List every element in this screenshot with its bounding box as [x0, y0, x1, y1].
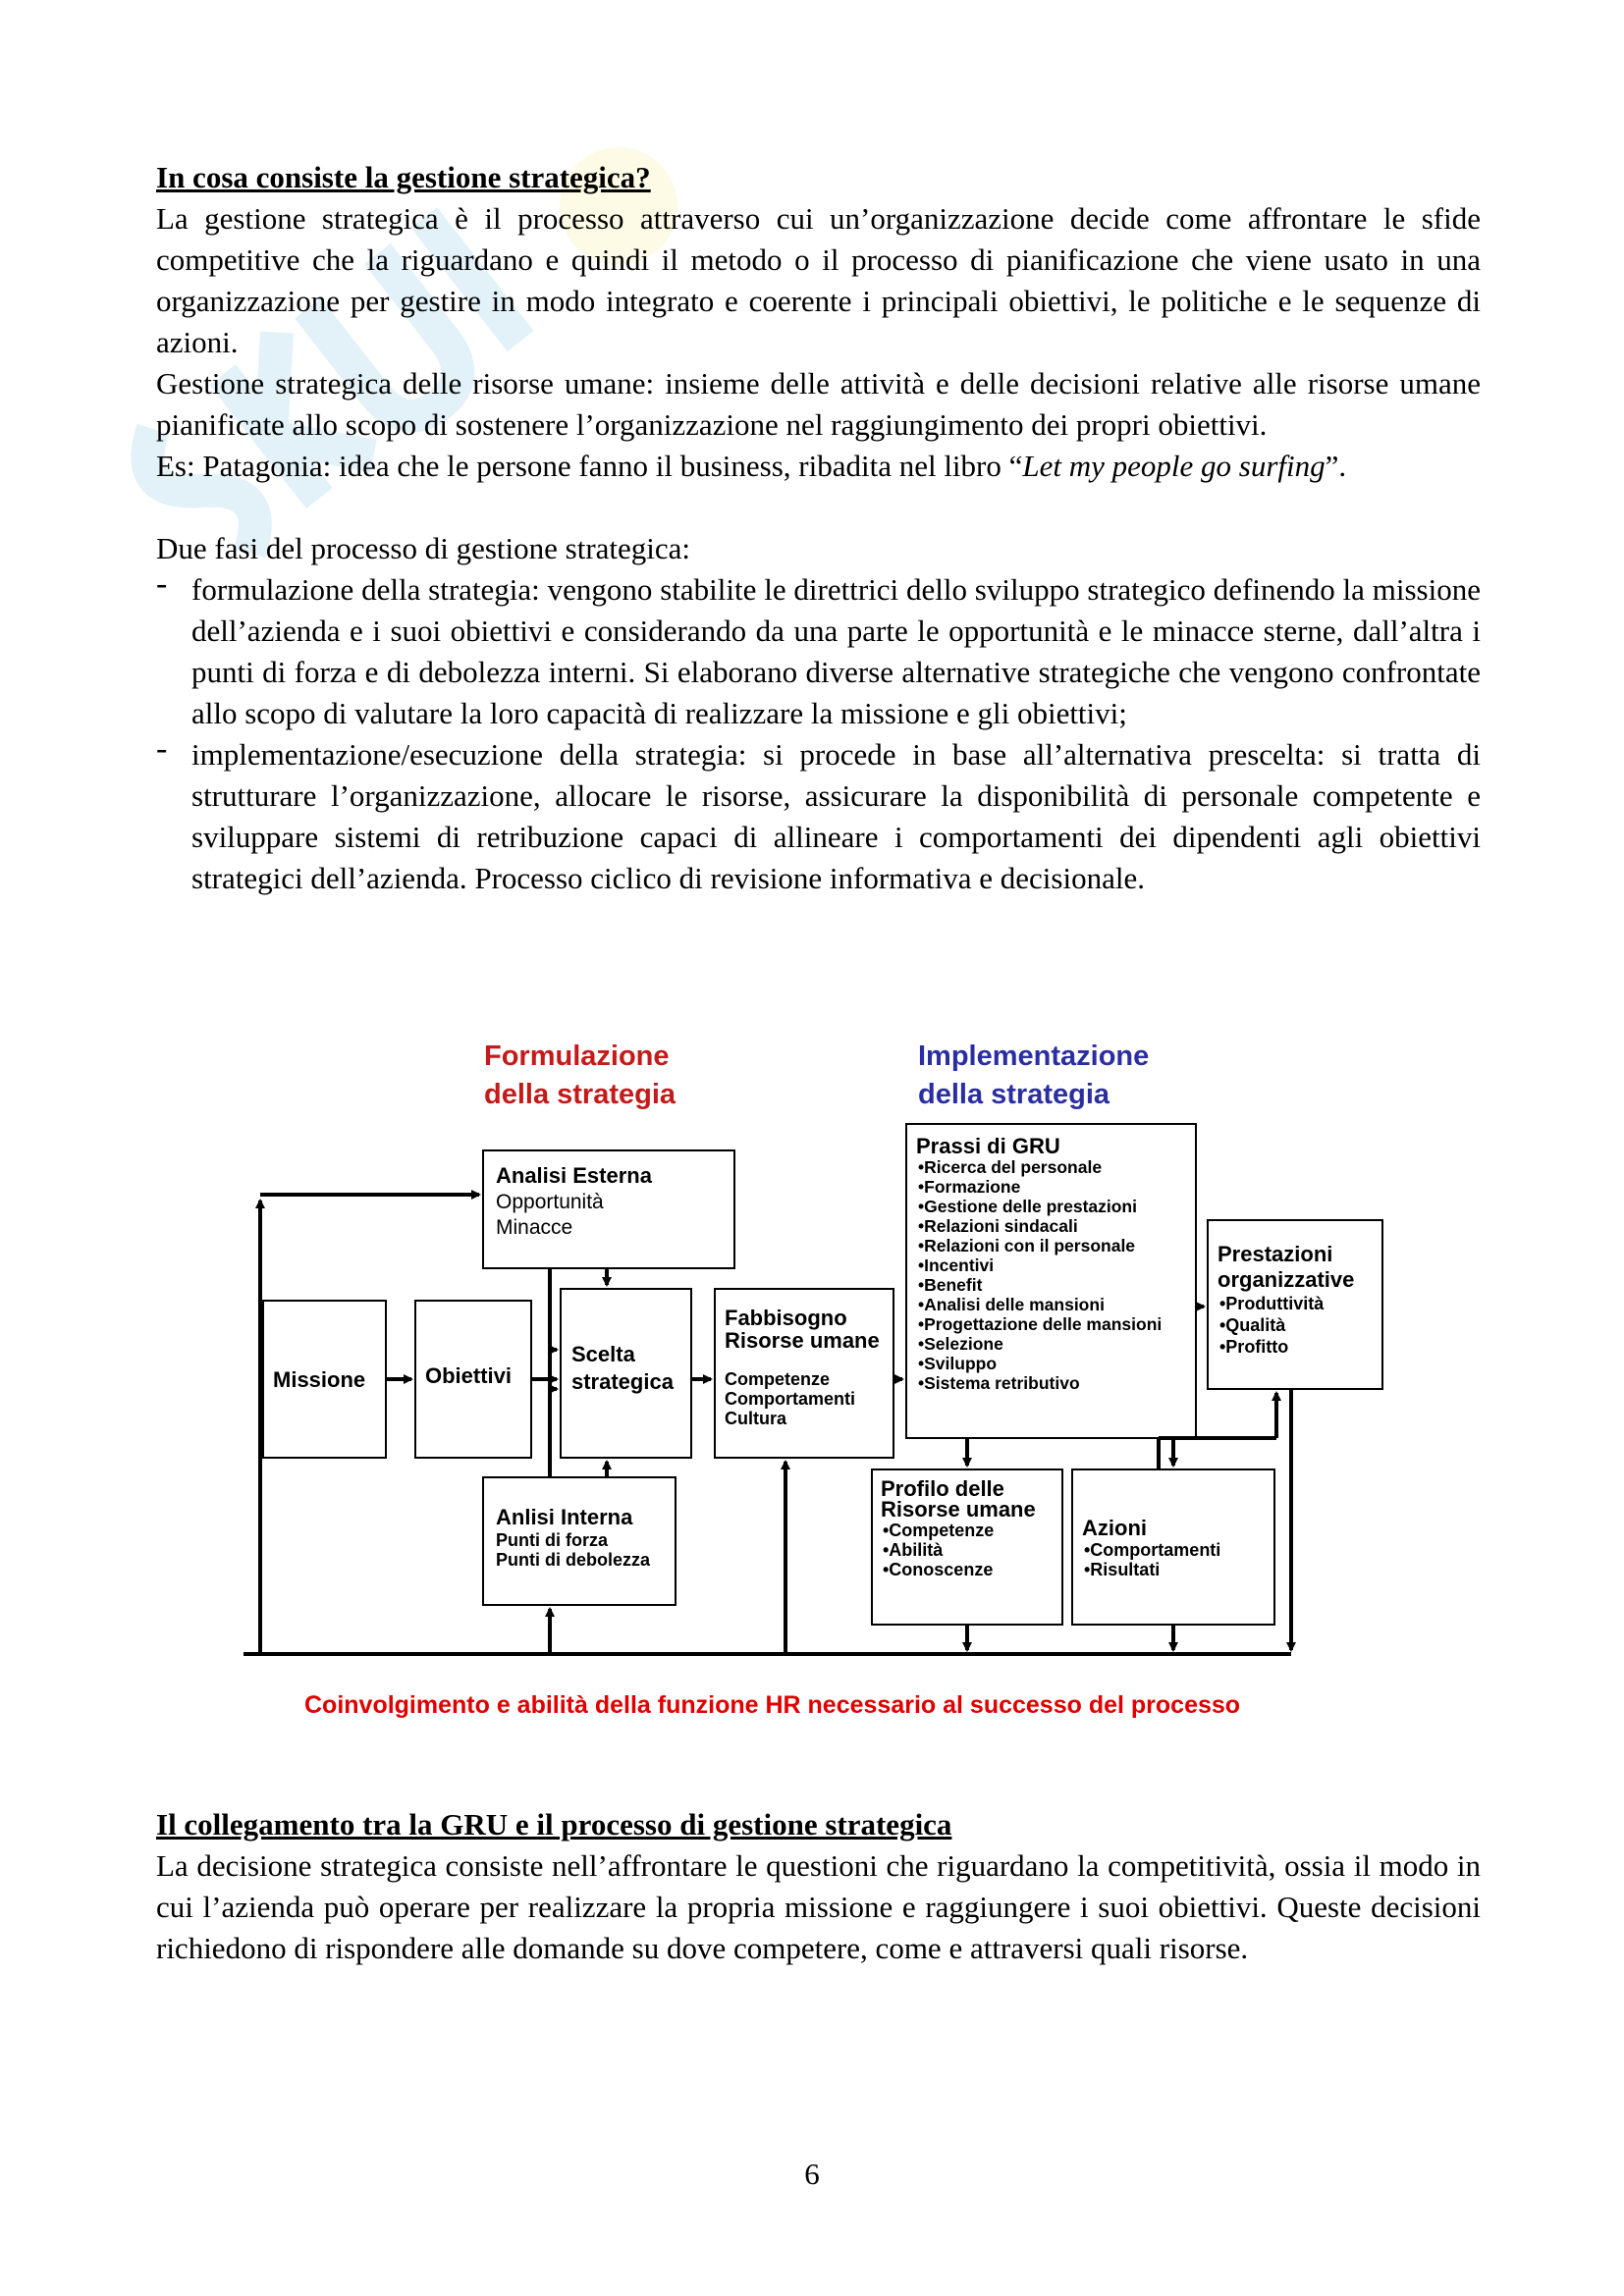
prassi-item: •Progettazione delle mansioni	[918, 1314, 1163, 1334]
azioni-item: •Risultati	[1084, 1560, 1161, 1579]
azioni-item: •Comportamenti	[1084, 1540, 1221, 1560]
profilo-item: •Conoscenze	[883, 1560, 994, 1579]
prassi-item: •Relazioni con il personale	[918, 1236, 1136, 1255]
page-number: 6	[804, 2157, 820, 2191]
dash-bullet: -	[156, 565, 168, 602]
profilo-item: •Abilità	[883, 1540, 944, 1560]
prassi-item: •Analisi delle mansioni	[918, 1295, 1105, 1314]
paragraph-strategic-decision: La decisione strategica consiste nell’affrontare le questioni che riguardano la competitività, ossia il modo in cui l’azienda può operare per realizzare la propria missione e raggiungere i suoi obiettivi. Queste decisioni richiedono di rispondere alle domande su dove competere, come e attraversi quali risorse.	[156, 1848, 1481, 1965]
section-gru-link	[156, 1804, 1481, 1969]
formulation-title-line1: Formulazione	[484, 1041, 670, 1072]
implementation-title-line2: della strategia	[918, 1079, 1110, 1110]
analisi-interna-item: Punti di forza	[496, 1530, 608, 1550]
section-heading: Il collegamento tra la GRU e il processo di gestione strategica	[156, 1807, 952, 1842]
prassi-item: •Selezione	[918, 1334, 1003, 1354]
paragraph-hr-management: Gestione strategica delle risorse umane: insieme delle attività e delle decisioni relative alle risorse umane pianificate allo scopo di sostenere l’organizzazione nel raggiungimento dei propri obiettivi.	[156, 366, 1481, 442]
azioni-title: Azioni	[1082, 1516, 1147, 1540]
prassi-item: •Ricerca del personale	[918, 1157, 1103, 1177]
paragraph-definition: La gestione strategica è il processo attraverso cui un’organizzazione decide come affrontare le sfide competitive che la riguardano e quindi il metodo o il processo di pianificazione che viene usato in una organizzazione per gestire in modo integrato e coerente i principali obiettivi, le politiche e le sequenze di azioni.	[156, 201, 1481, 359]
fabbisogno-title1: Fabbisogno	[725, 1306, 847, 1330]
prassi-item: •Formazione	[918, 1177, 1021, 1197]
implementation-title-line1: Implementazione	[918, 1041, 1150, 1072]
phases-intro: Due fasi del processo di gestione strategica:	[156, 531, 691, 565]
formulation-title-line2: della strategia	[484, 1079, 677, 1110]
prassi-item: •Incentivi	[918, 1255, 995, 1275]
analisi-esterna-item: Opportunità	[496, 1191, 604, 1213]
prassi-item: •Gestione delle prestazioni	[918, 1197, 1137, 1216]
analisi-esterna-title: Analisi Esterna	[496, 1163, 652, 1188]
fabbisogno-item: Cultura	[725, 1409, 786, 1428]
book-title: Let my people go surfing	[1022, 449, 1326, 483]
prestazioni-title2: organizzative	[1218, 1267, 1355, 1292]
section-heading: In cosa consiste la gestione strategica?	[156, 160, 651, 194]
fabbisogno-item: Comportamenti	[725, 1389, 856, 1409]
paragraph-example	[156, 446, 1481, 487]
diagram-footer: Coinvolgimento e abilità della funzione HR necessario al successo del processo	[304, 1691, 1241, 1719]
fabbisogno-title2: Risorse umane	[725, 1328, 880, 1353]
prassi-item: •Relazioni sindacali	[918, 1216, 1078, 1236]
analisi-esterna-item: Minacce	[496, 1216, 573, 1239]
phase-formulation: formulazione della strategia: vengono stabilite le direttrici dello sviluppo strategico definendo la missione dell’azienda e i suoi obiettivi e considerando da una parte le opportunità e le minacce sterne, dall’altra i punti di forza e di debolezza interni. Si elaborano diverse alternative strategiche che vengono confrontate allo scopo di valutare la loro capacità di realizzare la missione e gli obiettivi;	[191, 572, 1481, 730]
section-strategic-management	[156, 157, 1481, 899]
prassi-item: •Sviluppo	[918, 1354, 998, 1373]
scelta-line2: strategica	[571, 1369, 674, 1394]
profilo-item: •Competenze	[883, 1521, 995, 1540]
prassi-item: •Benefit	[918, 1275, 983, 1295]
phase-implementation: implementazione/esecuzione della strategia: si procede in base all’alternativa prescelta: si tratta di strutturare l’organizzazione, allocare le risorse, assicurare la disponibilità di personale competente e sviluppare sistemi di retribuzione capaci di allineare i comportamenti dei dipendenti agli obiettivi strategici dell’azienda. Processo ciclico di revisione informativa e decisionale.	[191, 737, 1481, 895]
prestazioni-item: •Produttività	[1219, 1294, 1325, 1313]
diagram-svg	[236, 1026, 1394, 1733]
prestazioni-item: •Profitto	[1219, 1337, 1289, 1357]
prestazioni-item: •Qualità	[1219, 1315, 1286, 1335]
scelta-line1: Scelta	[571, 1342, 635, 1366]
analisi-interna-title: Anlisi Interna	[496, 1505, 633, 1529]
prassi-item: •Sistema retributivo	[918, 1373, 1080, 1393]
missione-label: Missione	[273, 1367, 366, 1392]
profilo-title1: Profilo delle	[881, 1476, 1004, 1501]
dash-bullet: -	[156, 730, 168, 767]
prassi-title: Prassi di GRU	[916, 1134, 1060, 1158]
example-prefix: Es: Patagonia: idea che le persone fanno il business, ribadita nel libro “	[156, 449, 1023, 483]
prestazioni-title1: Prestazioni	[1218, 1242, 1333, 1266]
fabbisogno-item: Competenze	[725, 1369, 831, 1389]
obiettivi-label: Obiettivi	[425, 1363, 513, 1388]
analisi-interna-item: Punti di debolezza	[496, 1550, 651, 1570]
phases-list	[156, 565, 1481, 899]
list-item	[156, 730, 1481, 899]
list-item	[156, 565, 1481, 734]
strategy-process-diagram	[236, 1026, 1394, 1733]
example-suffix: ”.	[1325, 449, 1347, 483]
profilo-title2: Risorse umane	[881, 1497, 1036, 1522]
